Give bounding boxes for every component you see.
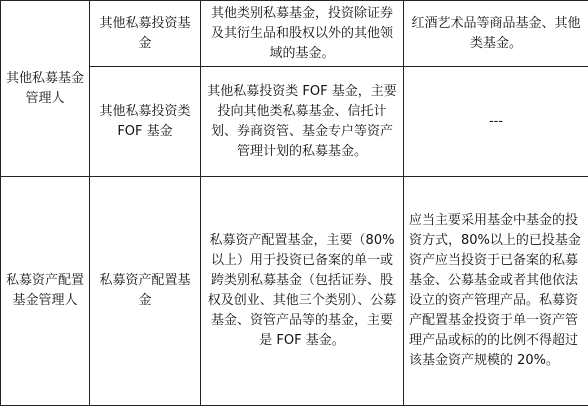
manager-cell: 其他私募基金管理人 — [1, 1, 90, 177]
table-row — [1, 67, 588, 177]
fund-type-cell: 其他私募投资类 FOF 基金 — [90, 67, 201, 177]
fund-description-cell: 私募资产配置基金，主要（80%以上）用于投资已备案的单一或跨类别私募基金（包括证券、股权及创业、其他三个类别）、公募基金、资管产品等的基金，主要是 FOF 基金。 — [201, 177, 404, 406]
table-row — [1, 177, 588, 406]
fund-type-cell: 其他私募投资基金 — [90, 1, 201, 67]
fund-note-cell: --- — [404, 67, 588, 177]
fund-note-cell: 红酒艺术品等商品基金、其他类基金。 — [404, 1, 588, 67]
manager-cell: 私募资产配置基金管理人 — [1, 177, 90, 406]
fund-description-cell: 其他类别私募基金，投资除证券及其衍生品和股权以外的其他领域的基金。 — [201, 1, 404, 67]
table-row — [1, 1, 588, 67]
fund-note-cell: 应当主要采用基金中基金的投资方式，80%以上的已投基金资产应当投资于已备案的私募基金、公募基金或者其他依法设立的资产管理产品。私募资产配置基金投资于单一资产管理产品或标的的比例不得超过该基金资产规模的 20%。 — [404, 177, 588, 406]
fund-type-cell: 私募资产配置基金 — [90, 177, 201, 406]
fund-description-cell: 其他私募投资类 FOF 基金，主要投向其他类私募基金、信托计划、券商资管、基金专户等资产管理计划的私募基金。 — [201, 67, 404, 177]
